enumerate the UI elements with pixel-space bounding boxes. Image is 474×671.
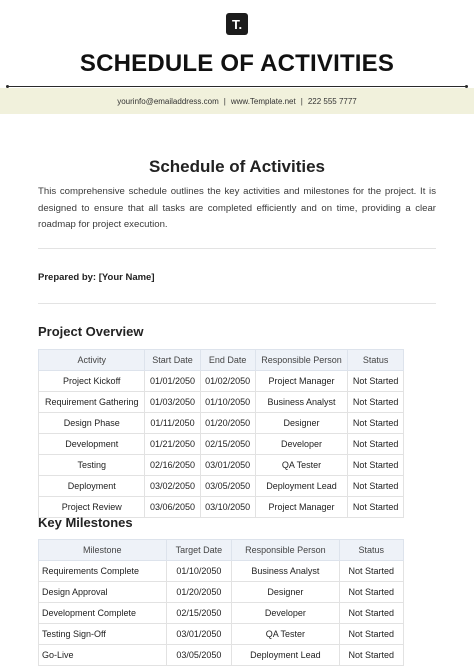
table-cell: Designer xyxy=(255,413,348,434)
document-heading: Schedule of Activities xyxy=(148,157,326,176)
table-cell: Designer xyxy=(232,582,339,603)
table-cell: Business Analyst xyxy=(232,561,339,582)
table-cell: 03/01/2050 xyxy=(166,624,232,645)
table-cell: Deployment xyxy=(39,476,145,497)
table-cell: Not Started xyxy=(348,497,404,518)
table-row xyxy=(39,413,404,434)
table-cell: Not Started xyxy=(339,603,403,624)
table-cell: QA Tester xyxy=(255,455,348,476)
brand-logo xyxy=(226,13,248,35)
table-cell: 02/16/2050 xyxy=(145,455,200,476)
logo-letter: T. xyxy=(231,16,243,32)
column-header: Status xyxy=(348,350,404,371)
contact-website[interactable]: www.Template.net xyxy=(230,96,296,106)
table-cell: Not Started xyxy=(339,624,403,645)
table-row xyxy=(39,476,404,497)
contact-phone: 222 555 7777 xyxy=(307,96,357,106)
table-cell: Not Started xyxy=(348,413,404,434)
table-header-row xyxy=(39,350,404,371)
table-cell: 01/03/2050 xyxy=(145,392,200,413)
table-row xyxy=(39,455,404,476)
table-cell: Design Phase xyxy=(39,413,145,434)
table-cell: 01/01/2050 xyxy=(145,371,200,392)
contact-separator: | xyxy=(300,96,303,106)
table-row xyxy=(39,392,404,413)
contact-email[interactable]: yourinfo@emailaddress.com xyxy=(117,96,219,106)
table-cell: Project Manager xyxy=(255,497,348,518)
table-cell: 01/10/2050 xyxy=(166,561,232,582)
table-cell: Go-Live xyxy=(39,645,167,666)
contact-separator: | xyxy=(223,96,226,106)
table-row xyxy=(39,582,404,603)
table-cell: Requirement Gathering xyxy=(39,392,145,413)
table-cell: Not Started xyxy=(348,392,404,413)
page-title: SCHEDULE OF ACTIVITIES xyxy=(79,50,395,77)
table-cell: 03/06/2050 xyxy=(145,497,200,518)
divider xyxy=(38,248,436,249)
table-cell: 01/11/2050 xyxy=(145,413,200,434)
table-row xyxy=(39,561,404,582)
table-cell: 01/02/2050 xyxy=(200,371,255,392)
column-header: Responsible Person xyxy=(255,350,348,371)
table-cell: 01/10/2050 xyxy=(200,392,255,413)
table-cell: Testing Sign-Off xyxy=(39,624,167,645)
section-title-key-milestones: Key Milestones xyxy=(38,515,133,530)
contact-band xyxy=(0,88,474,114)
header-rule xyxy=(8,86,466,87)
table-cell: 03/05/2050 xyxy=(166,645,232,666)
project-overview-table xyxy=(38,349,404,518)
table-cell: Deployment Lead xyxy=(232,645,339,666)
table-cell: QA Tester xyxy=(232,624,339,645)
table-cell: Project Review xyxy=(39,497,145,518)
column-header: Start Date xyxy=(145,350,200,371)
table-cell: Not Started xyxy=(348,476,404,497)
table-cell: Not Started xyxy=(339,582,403,603)
column-header: End Date xyxy=(200,350,255,371)
key-milestones-table xyxy=(38,539,404,666)
table-header-row xyxy=(39,540,404,561)
table-cell: Deployment Lead xyxy=(255,476,348,497)
table-cell: 02/15/2050 xyxy=(166,603,232,624)
table-row xyxy=(39,603,404,624)
table-cell: Development xyxy=(39,434,145,455)
column-header: Responsible Person xyxy=(232,540,339,561)
table-cell: Development Complete xyxy=(39,603,167,624)
table-cell: Requirements Complete xyxy=(39,561,167,582)
table-cell: 03/01/2050 xyxy=(200,455,255,476)
table-row xyxy=(39,434,404,455)
table-cell: Developer xyxy=(255,434,348,455)
table-cell: Developer xyxy=(232,603,339,624)
table-cell: Business Analyst xyxy=(255,392,348,413)
table-row xyxy=(39,371,404,392)
table-row xyxy=(39,645,404,666)
table-cell: Testing xyxy=(39,455,145,476)
table-cell: 03/05/2050 xyxy=(200,476,255,497)
table-cell: Not Started xyxy=(339,561,403,582)
table-cell: Not Started xyxy=(348,455,404,476)
table-cell: Project Manager xyxy=(255,371,348,392)
table-cell: 03/02/2050 xyxy=(145,476,200,497)
prepared-by: Prepared by: [Your Name] xyxy=(38,272,155,283)
intro-paragraph: This comprehensive schedule outlines the key activities and milestones for the project. It is designed to ensure that all tasks are completed efficiently and on time, providing a clear roadmap for project execution. xyxy=(38,186,436,230)
column-header: Activity xyxy=(39,350,145,371)
table-row xyxy=(39,624,404,645)
table-cell: 01/20/2050 xyxy=(166,582,232,603)
table-cell: 01/21/2050 xyxy=(145,434,200,455)
divider xyxy=(38,303,436,304)
table-cell: Project Kickoff xyxy=(39,371,145,392)
column-header: Target Date xyxy=(166,540,232,561)
table-cell: 03/10/2050 xyxy=(200,497,255,518)
table-cell: Not Started xyxy=(348,434,404,455)
column-header: Status xyxy=(339,540,403,561)
table-cell: 01/20/2050 xyxy=(200,413,255,434)
section-title-project-overview: Project Overview xyxy=(38,324,144,339)
table-cell: Not Started xyxy=(339,645,403,666)
table-cell: Design Approval xyxy=(39,582,167,603)
table-cell: Not Started xyxy=(348,371,404,392)
table-cell: 02/15/2050 xyxy=(200,434,255,455)
column-header: Milestone xyxy=(39,540,167,561)
